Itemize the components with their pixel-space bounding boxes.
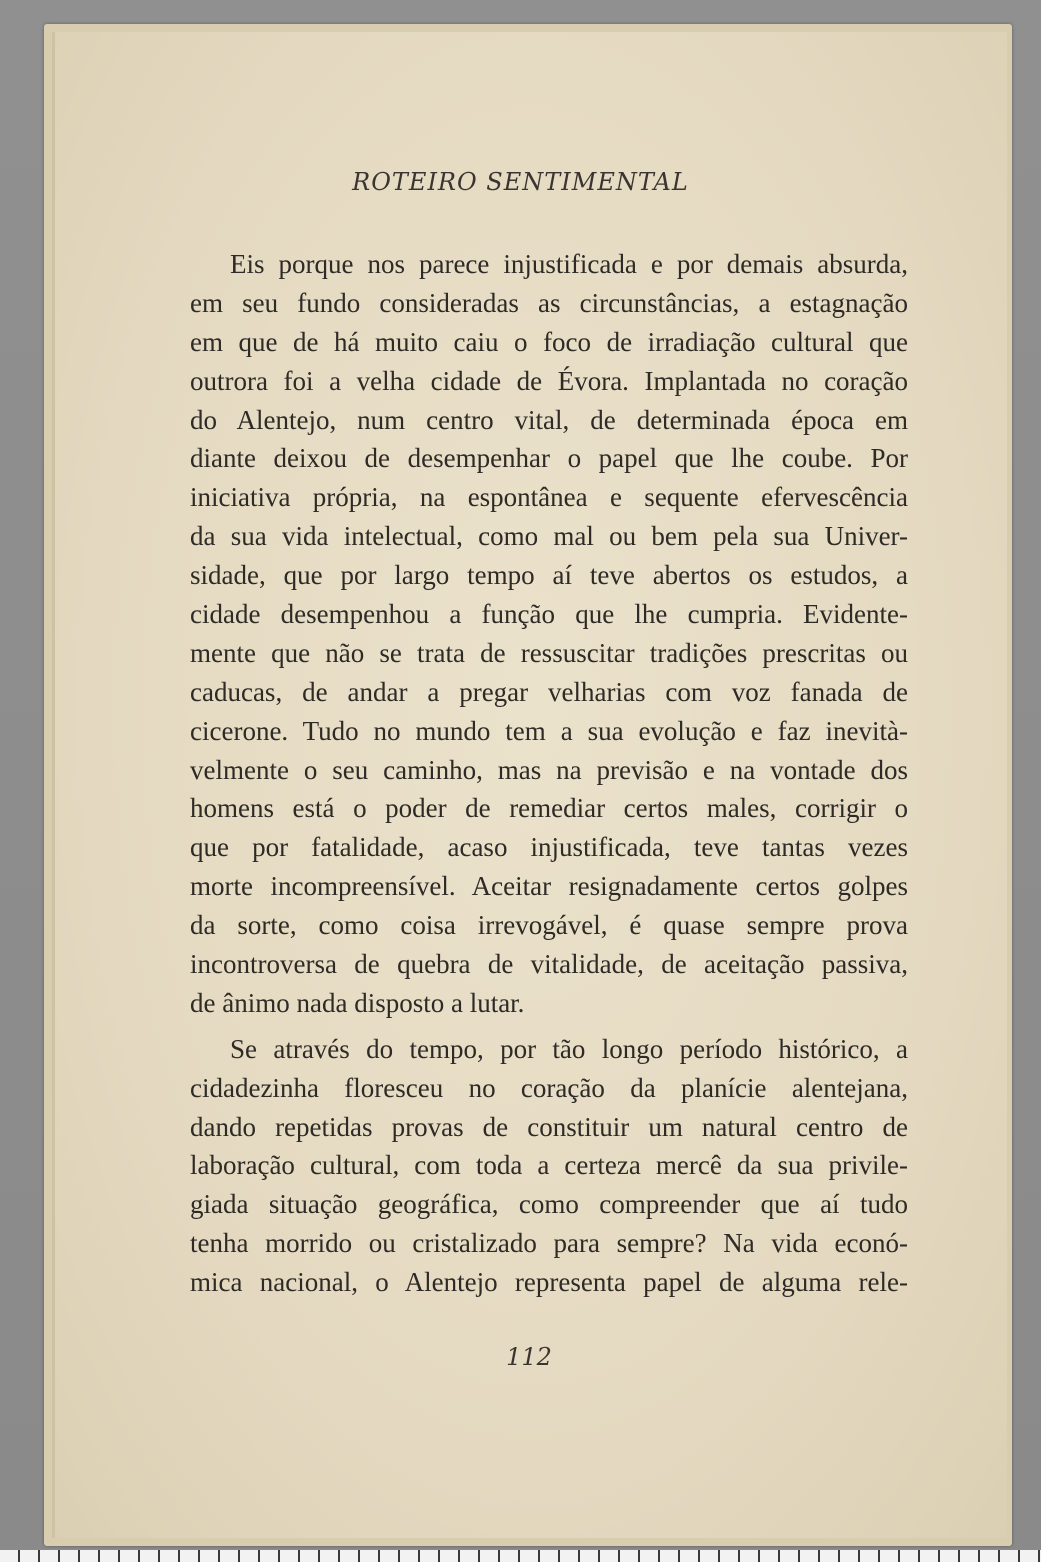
text-line: caducas, de andar a pregar velharias com voz fanada de — [190, 676, 908, 707]
paragraph-2 — [190, 1030, 908, 1302]
text-line: em que de há muito caiu o foco de irradiação cultural que — [190, 326, 908, 357]
text-line: iniciativa própria, na espontânea e sequente efervescência — [190, 482, 908, 513]
text-line: em seu fundo consideradas as circunstâncias, a estagnação — [190, 287, 908, 318]
paragraph-1 — [190, 245, 908, 1023]
text-line: morte incompreensível. Aceitar resignadamente certos golpes — [190, 871, 908, 902]
text-line: homens está o poder de remediar certos males, corrigir o — [190, 793, 908, 824]
text-line: outrora foi a velha cidade de Évora. Implantada no coração — [190, 365, 908, 396]
text-line: incontroversa de quebra de vitalidade, de aceitação passiva, — [190, 949, 908, 980]
text-line: cicerone. Tudo no mundo tem a sua evolução e faz inevità- — [190, 715, 908, 746]
text-line: do Alentejo, num centro vital, de determinada época em — [190, 404, 908, 435]
text-line: sidade, que por largo tempo aí teve abertos os estudos, a — [190, 560, 908, 591]
text-line: da sorte, como coisa irrevogável, é quase sempre prova — [190, 910, 908, 941]
text-line: de ânimo nada disposto a lutar. — [190, 987, 525, 1018]
text-line: cidade desempenhou a função que lhe cumpria. Evidente- — [190, 599, 908, 630]
text-line: dando repetidas provas de constituir um natural centro de — [190, 1111, 908, 1142]
scan-ruler — [0, 1550, 1041, 1562]
text-line: giada situação geográfica, como compreender que aí tudo — [190, 1189, 908, 1220]
text-line: diante deixou de desempenhar o papel que lhe coube. Por — [190, 443, 908, 474]
running-head: ROTEIRO SENTIMENTAL — [352, 168, 689, 196]
text-line: velmente o seu caminho, mas na previsão e na vontade dos — [190, 754, 908, 785]
text-line: laboração cultural, com toda a certeza mercê da sua privile- — [190, 1150, 908, 1181]
text-line: tenha morrido ou cristalizado para sempre? Na vida econó- — [190, 1228, 908, 1259]
body-text — [190, 245, 908, 1302]
text-line: da sua vida intelectual, como mal ou bem pela sua Univer- — [190, 521, 908, 552]
page-number: 112 — [506, 1343, 552, 1371]
text-line: Eis porque nos parece injustificada e por demais absurda, — [230, 249, 908, 279]
text-line: Se através do tempo, por tão longo período histórico, a — [230, 1033, 908, 1064]
text-line: que por fatalidade, acaso injustificada, teve tantas vezes — [190, 832, 908, 863]
text-line: mente que não se trata de ressuscitar tradições prescritas ou — [190, 637, 908, 668]
text-line: mica nacional, o Alentejo representa papel de alguma rele- — [190, 1267, 908, 1298]
text-line: cidadezinha floresceu no coração da planície alentejana, — [190, 1072, 908, 1103]
